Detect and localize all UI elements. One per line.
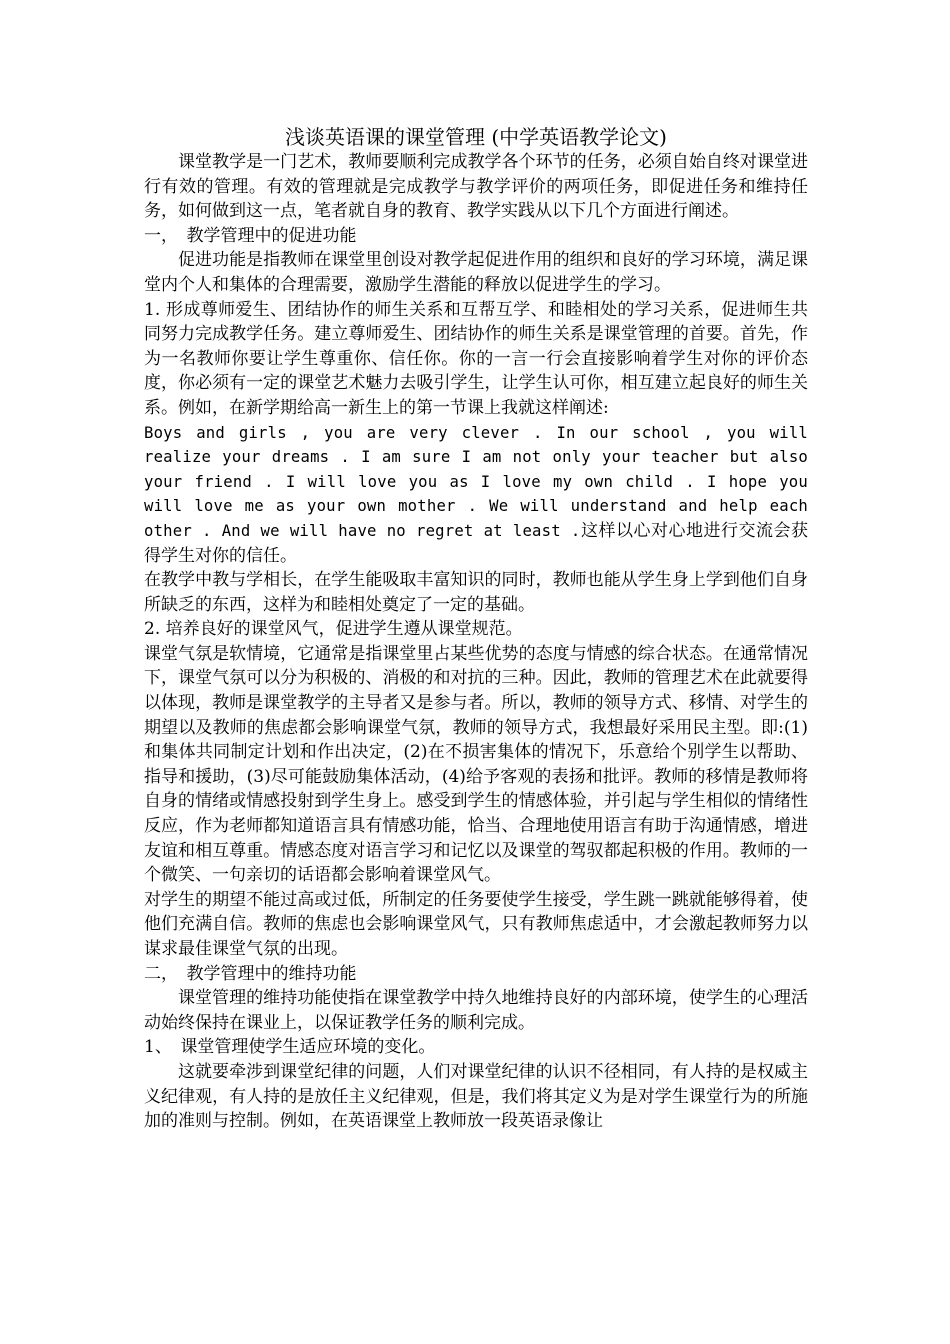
paragraph-promotion-function: 促进功能是指教师在课堂里创设对教学起促进作用的组织和良好的学习环境，满足课堂内个人和集体的合理需要，激励学生潜能的释放以促进学生的学习。: [144, 250, 808, 295]
section-heading-1: 一， 教学管理中的促进功能: [144, 225, 357, 246]
paragraph-subpoint-1: 1、 课堂管理使学生适应环境的变化。: [144, 1037, 436, 1058]
paragraph-discipline: 这就要牵涉到课堂纪律的问题，人们对课堂纪律的认识不径相同，有人持的是权威主义纪律观，有人持的是放任主义纪律观，但是，我们将其定义为是对学生课堂行为的所施加的准则与控制。例如，在英语课堂上教师放一段英语录像让: [144, 1061, 808, 1132]
english-quote-tail: 这样以心对心地进行交流会获得学生对你的信任。: [144, 520, 808, 566]
paragraph-teaching-learning: 在教学中教与学相长，在学生能吸取丰富知识的同时，教师也能从学生身上学到他们自身所缺乏的东西，这样为和睦相处奠定了一定的基础。: [144, 570, 808, 615]
paragraph-expectations: 对学生的期望不能过高或过低，所制定的任务要使学生接受，学生跳一跳就能够得着，使他们充满自信。教师的焦虑也会影响课堂风气，只有教师焦虑适中，才会激起教师努力以谋求最佳课堂气氛的出现。: [144, 889, 808, 959]
document-title: 浅谈英语课的课堂管理 (中学英语教学论文): [285, 125, 667, 149]
paragraph-maintenance-function: 课堂管理的维持功能使指在课堂教学中持久地维持良好的内部环境，使学生的心理活动始终保持在课业上，以保证教学任务的顺利完成。: [144, 988, 808, 1033]
section-heading-2: 二， 教学管理中的维持功能: [144, 963, 357, 984]
paragraph-point-1: 1. 形成尊师爱生、团结协作的师生关系和互帮互学、和睦相处的学习关系，促进师生共同努力完成教学任务。建立尊师爱生、团结协作的师生关系是课堂管理的首要。首先，作为一名教师你要让学生尊重你、信任你。你的一言一行会直接影响着学生对你的评价态度，你必须有一定的课堂艺术魅力去吸引学生，让学生认可你，相互建立起良好的师生关系。例如，在新学期给高一新生上的第一节课上我就这样阐述:: [144, 299, 808, 418]
document-body: [144, 150, 808, 1134]
paragraph-intro: 课堂教学是一门艺术，教师要顺利完成教学各个环节的任务，必须自始自终对课堂进行有效的管理。有效的管理就是完成教学与教学评价的两项任务，即促进任务和维持任务，如何做到这一点，笔者就自身的教育、教学实践从以下几个方面进行阐述。: [144, 152, 808, 222]
paragraph-point-2: 2. 培养良好的课堂风气，促进学生遵从课堂规范。: [144, 619, 523, 640]
english-quote: Boys and girls , you are very clever . In our school , you will realize your dreams . I am sure I am not only your teacher but also your friend . I will love you as I love my own child . I hope you will love me as your own mother . We will understand and help each other . And we will have no regret at least .: [144, 423, 808, 540]
paragraph-classroom-atmosphere: 课堂气氛是软情境，它通常是指课堂里占某些优势的态度与情感的综合状态。在通常情况下，课堂气氛可以分为积极的、消极的和对抗的三种。因此，教师的管理艺术在此就要得以体现，教师是课堂教学的主导者又是参与者。所以，教师的领导方式、移情、对学生的期望以及教师的焦虑都会影响课堂气氛，教师的领导方式，我想最好采用民主型。即:(1)和集体共同制定计划和作出决定，(2)在不损害集体的情况下，乐意给个别学生以帮助、指导和援助，(3)尽可能鼓励集体活动，(4)给予客观的表扬和批评。教师的移情是教师将自身的情绪或情感投射到学生身上。感受到学生的情感体验，并引起与学生相似的情绪性反应，作为老师都知道语言具有情感功能，恰当、合理地使用语言有助于沟通情感，增进友谊和相互尊重。情感态度对语言学习和记忆以及课堂的驾驭都起积极的作用。教师的一个微笑、一句亲切的话语都会影响着课堂风气。: [144, 643, 808, 886]
english-quote-paragraph: [144, 421, 808, 569]
